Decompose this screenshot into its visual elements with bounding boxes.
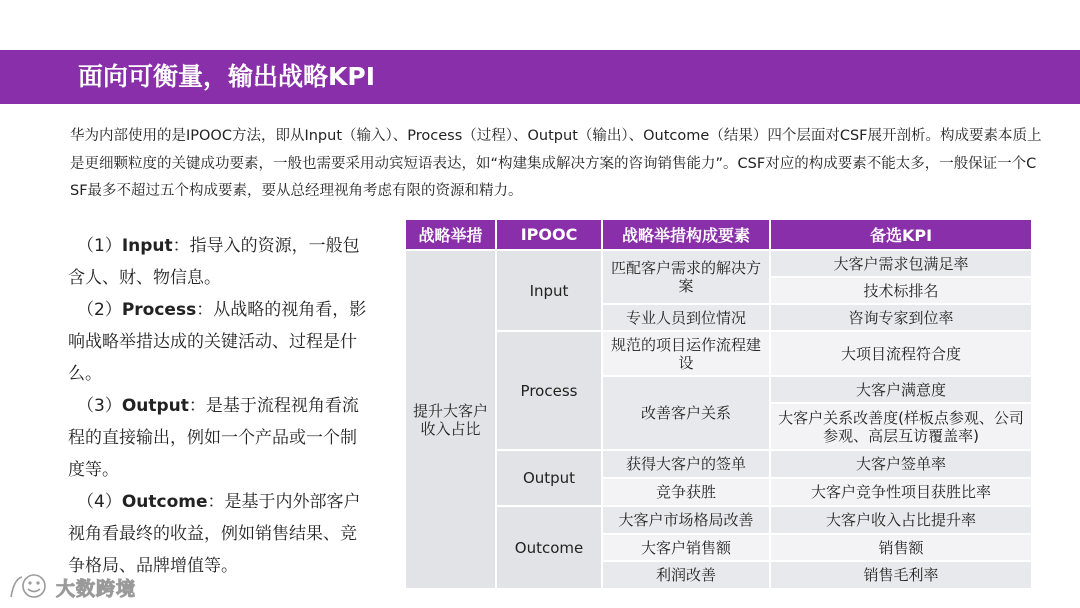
kpi-cell: 咨询专家到位率	[770, 304, 1032, 331]
table-row	[405, 250, 1032, 277]
definition-num: （2）	[77, 300, 122, 320]
ipooc-definitions	[68, 230, 368, 582]
header-kpi: 备选KPI	[770, 219, 1032, 250]
element-cell: 专业人员到位情况	[602, 304, 770, 331]
kpi-cell: 大客户竞争性项目获胜比率	[770, 478, 1032, 506]
strategy-cell: 提升大客户收入占比	[405, 250, 496, 589]
kpi-cell: 大客户收入占比提升率	[770, 506, 1032, 534]
definition-output	[68, 390, 368, 486]
element-cell: 获得大客户的签单	[602, 450, 770, 478]
definition-desc: ：是基于内外部客户视角看最终的收益，例如销售结果、竞争格局、品牌增值等。	[68, 492, 361, 576]
definition-input	[68, 230, 368, 294]
ipooc-cell-outcome: Outcome	[496, 506, 602, 589]
kpi-cell: 销售额	[770, 534, 1032, 561]
element-cell: 匹配客户需求的解决方案	[602, 250, 770, 304]
definition-desc: ：指导入的资源，一般包含人、财、物信息。	[68, 236, 360, 288]
kpi-table	[404, 218, 1033, 590]
definition-term: Process	[121, 300, 197, 320]
logo-text: 大数跨境	[56, 577, 137, 600]
element-cell: 大客户市场格局改善	[602, 506, 770, 534]
element-cell: 规范的项目运作流程建设	[602, 331, 770, 376]
element-cell: 利润改善	[602, 561, 770, 589]
brand-logo	[8, 572, 136, 602]
definition-desc: ：从战略的视角看，影响战略举措达成的关键活动、过程是什么。	[68, 300, 367, 384]
header-elements: 战略举措构成要素	[602, 219, 770, 250]
definition-term: Input	[121, 236, 173, 256]
table-row	[405, 506, 1032, 534]
header-strategy: 战略举措	[405, 219, 496, 250]
kpi-cell: 大客户需求包满足率	[770, 250, 1032, 277]
definition-outcome	[68, 486, 368, 582]
definition-num: （4）	[77, 492, 122, 512]
element-cell: 改善客户关系	[602, 376, 770, 450]
element-cell: 大客户销售额	[602, 534, 770, 561]
table-row	[405, 331, 1032, 376]
title-bar	[0, 50, 1080, 104]
ipooc-cell-output: Output	[496, 450, 602, 506]
element-cell: 竞争获胜	[602, 478, 770, 506]
definition-num: （3）	[77, 396, 122, 416]
definition-term: Output	[121, 396, 189, 416]
definition-process	[68, 294, 368, 390]
kpi-cell: 大客户关系改善度(样板点参观、公司参观、高层互访覆盖率)	[770, 403, 1032, 450]
definition-desc: ：是基于流程视角看流程的直接输出，例如一个产品或一个制度等。	[68, 396, 359, 480]
kpi-cell: 销售毛利率	[770, 561, 1032, 589]
ipooc-cell-process: Process	[496, 331, 602, 450]
kpi-cell: 大项目流程符合度	[770, 331, 1032, 376]
table-row	[405, 450, 1032, 478]
smiley-face-logo-icon	[8, 573, 50, 601]
kpi-cell: 大客户满意度	[770, 376, 1032, 403]
definition-term: Outcome	[121, 492, 208, 512]
definition-num: （1）	[77, 236, 122, 256]
kpi-cell: 技术标排名	[770, 277, 1032, 304]
ipooc-cell-input: Input	[496, 250, 602, 331]
table-header-row	[405, 219, 1032, 250]
kpi-cell: 大客户签单率	[770, 450, 1032, 478]
header-ipooc: IPOOC	[496, 219, 602, 250]
slide-title: 面向可衡量，输出战略KPI	[78, 62, 375, 91]
intro-paragraph: 华为内部使用的是IPOOC方法，即从Input（输入）、Process（过程）、Output（输出）、Outcome（结果）四个层面对CSF展开剖析。构成要素本质上是更细颗粒度的关键成功要素，一般也需要采用动宾短语表达，如“构建集成解决方案的咨询销售能力”。CSF对应的构成要素不能太多，一般保证一个CSF最多不超过五个构成要素，要从总经理视角考虑有限的资源和精力。	[70, 128, 1042, 199]
